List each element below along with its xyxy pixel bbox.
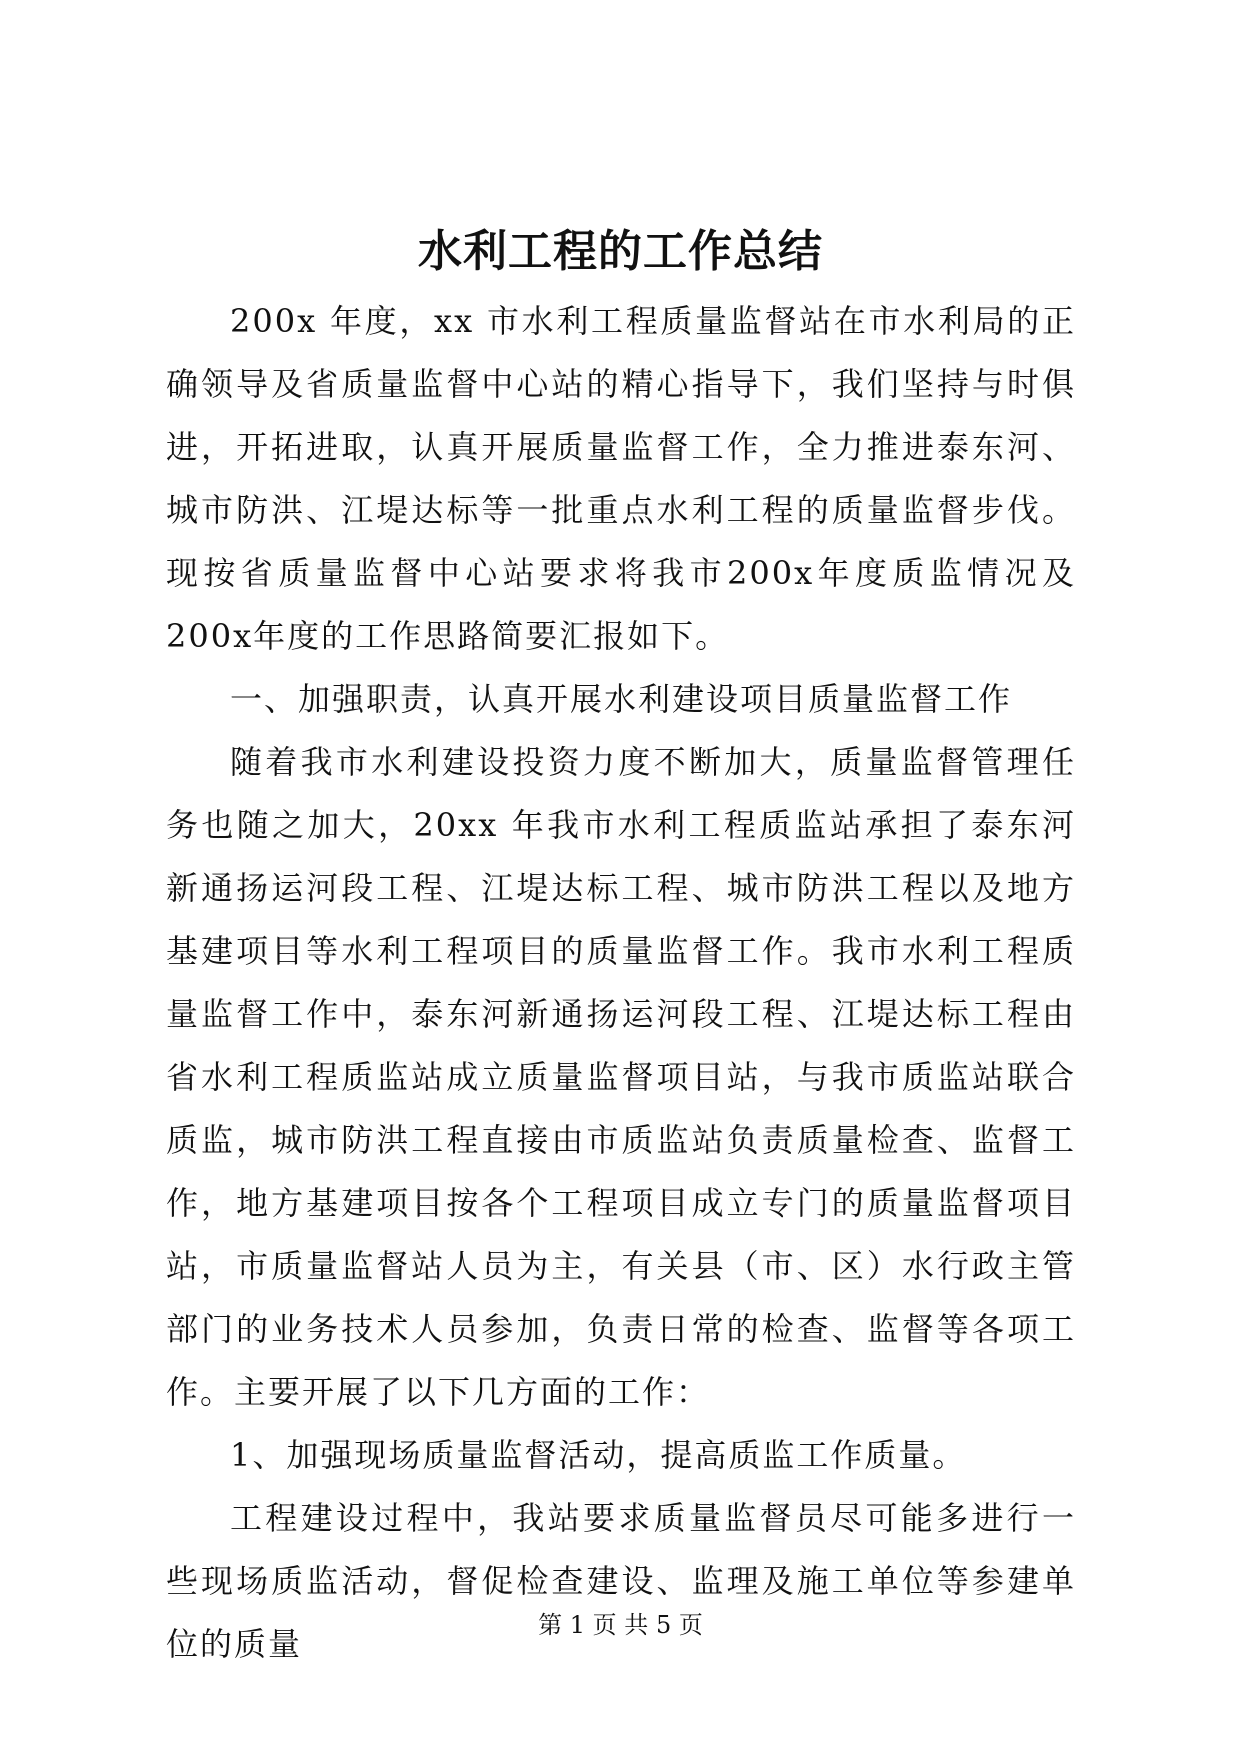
paragraph-section-1: 随着我市水利建设投资力度不断加大，质量监督管理任务也随之加大，20xx 年我市水利工程质监站承担了泰东河新通扬运河段工程、江堤达标工程、城市防洪工程以及地方基建项目等水利工程项目的质量监督工作。我市水利工程质量监督工作中，泰东河新通扬运河段工程、江堤达标工程由省水利工程质监站成立质量监督项目站，与我市质监站联合质监，城市防洪工程直接由市质监站负责质量检查、监督工作，地方基建项目按各个工程项目成立专门的质量监督项目站，市质量监督站人员为主，有关县（市、区）水行政主管部门的业务技术人员参加，负责日常的检查、监督等各项工作。主要开展了以下几方面的工作： [166, 743, 1076, 1411]
paragraph-subsection-1: 工程建设过程中，我站要求质量监督员尽可能多进行一些现场质监活动，督促检查建设、监理及施工单位等参建单位的质量 [166, 1499, 1076, 1663]
subsection-heading-1: 1、加强现场质量监督活动，提高质监工作质量。 [230, 1436, 967, 1474]
section-heading-1: 一、加强职责，认真开展水利建设项目质量监督工作 [230, 680, 1013, 718]
paragraph-intro: 200x 年度，xx 市水利工程质量监督站在市水利局的正确领导及省质量监督中心站的精心指导下，我们坚持与时俱进，开拓进取，认真开展质量监督工作，全力推进泰东河、城市防洪、江堤达标等一批重点水利工程的质量监督步伐。现按省质量监督中心站要求将我市200x年度质监情况及200x年度的工作思路简要汇报如下。 [166, 302, 1076, 655]
document-body [166, 290, 1076, 1676]
page-footer: 第 1 页 共 5 页 [538, 1611, 703, 1639]
document-title: 水利工程的工作总结 [418, 226, 823, 277]
